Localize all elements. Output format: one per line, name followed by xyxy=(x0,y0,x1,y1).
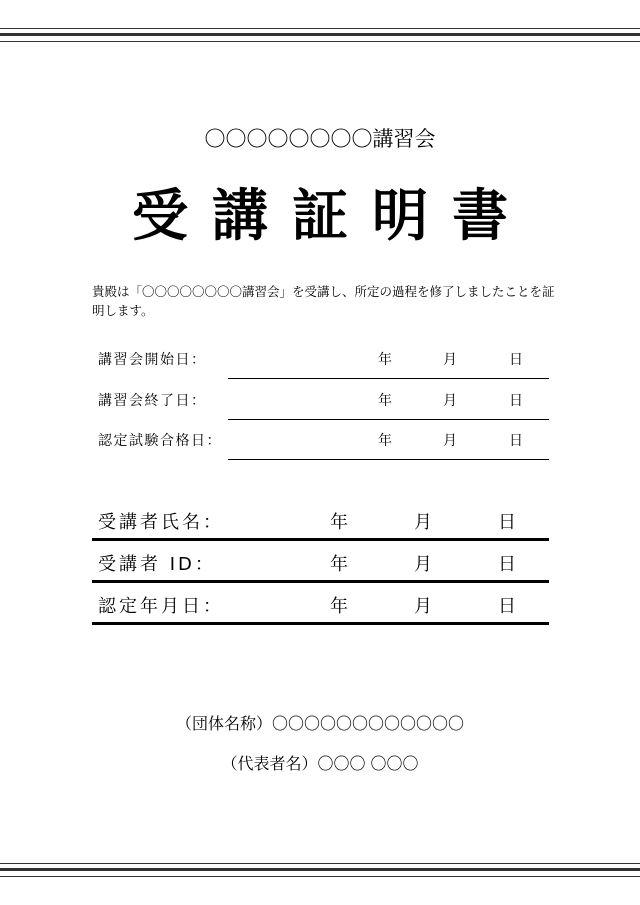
field-label: 受講者氏名： xyxy=(98,512,224,533)
month-unit: 月 xyxy=(414,554,432,575)
course-name-heading: 〇〇〇〇〇〇〇〇講習会 xyxy=(204,127,436,151)
field-underline xyxy=(228,378,549,379)
field-underline xyxy=(92,622,549,625)
field-label: 認定年月日： xyxy=(98,596,224,617)
year-unit: 年 xyxy=(330,512,348,533)
representative-name: （代表者名）〇〇〇 〇〇〇 xyxy=(221,754,419,773)
day-unit: 日 xyxy=(509,393,523,409)
organization-name: （団体名称）〇〇〇〇〇〇〇〇〇〇〇〇 xyxy=(175,714,464,733)
top-border-thick xyxy=(0,33,640,36)
field-label: 講習会終了日： xyxy=(98,393,207,409)
year-unit: 年 xyxy=(330,596,348,617)
year-unit: 年 xyxy=(378,352,392,368)
field-underline xyxy=(92,538,549,541)
day-unit: 日 xyxy=(509,352,523,368)
month-unit: 月 xyxy=(443,393,457,409)
certification-statement: 貴殿は「〇〇〇〇〇〇〇〇講習会」を受講し、所定の過程を修了しましたことを証明します。 xyxy=(92,284,555,318)
day-unit: 日 xyxy=(509,433,523,449)
field-label: 講習会開始日： xyxy=(98,352,207,368)
bottom-border-thick xyxy=(0,868,640,871)
top-border-thin-1 xyxy=(0,28,640,29)
document-title: 受講証明書 xyxy=(132,184,532,249)
field-underline xyxy=(92,580,549,583)
month-unit: 月 xyxy=(414,596,432,617)
top-border-thin-2 xyxy=(0,41,640,42)
field-label: 認定試験合格日： xyxy=(98,433,222,449)
day-unit: 日 xyxy=(498,596,516,617)
year-unit: 年 xyxy=(378,433,392,449)
year-unit: 年 xyxy=(330,554,348,575)
month-unit: 月 xyxy=(443,433,457,449)
field-underline xyxy=(228,459,549,460)
bottom-border-thin-1 xyxy=(0,863,640,864)
bottom-border-thin-2 xyxy=(0,876,640,877)
year-unit: 年 xyxy=(378,393,392,409)
day-unit: 日 xyxy=(498,554,516,575)
day-unit: 日 xyxy=(498,512,516,533)
month-unit: 月 xyxy=(443,352,457,368)
field-underline xyxy=(228,419,549,420)
month-unit: 月 xyxy=(414,512,432,533)
field-label: 受講者 ID： xyxy=(98,554,216,575)
